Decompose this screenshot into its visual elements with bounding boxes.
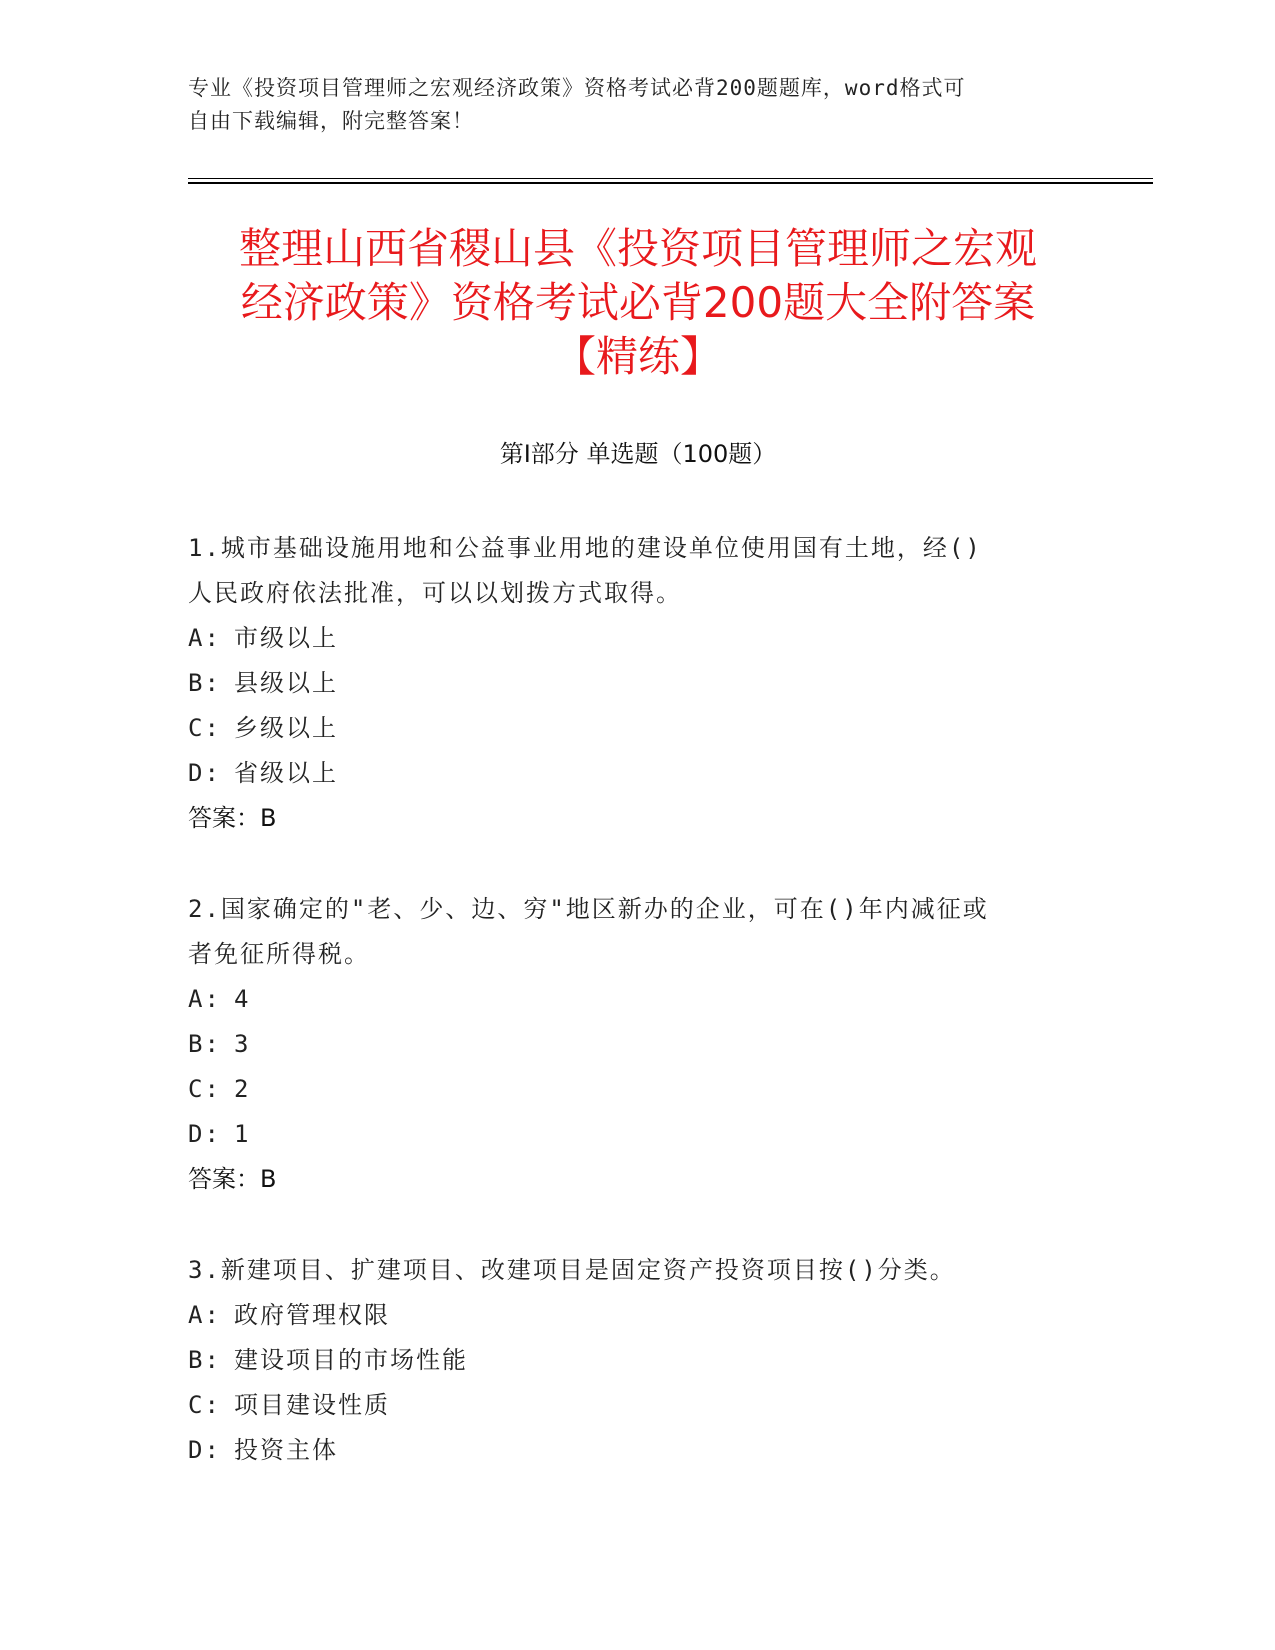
header-divider-thin — [188, 178, 1153, 179]
option-c — [188, 1067, 1068, 1112]
option-label: B: — [188, 1030, 221, 1058]
header-line-2: 自由下载编辑，附完整答案！ — [188, 109, 474, 133]
option-label: C: — [188, 1075, 221, 1103]
answer: 答案：B — [188, 1165, 277, 1193]
question-1 — [188, 526, 1068, 841]
option-b — [188, 661, 1068, 706]
option-a — [188, 1293, 1068, 1338]
option-text: 政府管理权限 — [234, 1301, 390, 1329]
option-c — [188, 706, 1068, 751]
question-text: 2.国家确定的"老、少、边、穷"地区新办的企业，可在()年内减征或 — [188, 895, 989, 923]
question-text: 1.城市基础设施用地和公益事业用地的建设单位使用国有土地，经() — [188, 534, 982, 562]
document-header — [188, 72, 1068, 138]
option-d — [188, 751, 1068, 796]
option-label: C: — [188, 1391, 221, 1419]
option-a — [188, 616, 1068, 661]
question-text: 3.新建项目、扩建项目、改建项目是固定资产投资项目按()分类。 — [188, 1256, 956, 1284]
option-label: A: — [188, 985, 221, 1013]
question-2 — [188, 887, 1068, 1202]
option-d — [188, 1428, 1068, 1473]
option-text: 3 — [234, 1030, 251, 1058]
option-text: 1 — [234, 1120, 251, 1148]
option-text: 县级以上 — [234, 669, 338, 697]
question-list — [188, 526, 1068, 1519]
option-a — [188, 977, 1068, 1022]
question-text: 者免征所得税。 — [188, 940, 370, 968]
document-title — [188, 222, 1088, 384]
option-label: A: — [188, 1301, 221, 1329]
option-text: 投资主体 — [234, 1436, 338, 1464]
option-text: 乡级以上 — [234, 714, 338, 742]
title-line-3: 【精练】 — [553, 332, 722, 381]
answer: 答案：B — [188, 804, 277, 832]
header-line-1: 专业《投资项目管理师之宏观经济政策》资格考试必背200题题库，word格式可 — [188, 76, 966, 100]
option-label: C: — [188, 714, 221, 742]
header-divider-thick — [188, 182, 1153, 184]
question-text: 人民政府依法批准，可以以划拨方式取得。 — [188, 579, 682, 607]
option-label: D: — [188, 1120, 221, 1148]
section-title: 第Ⅰ部分 单选题（100题） — [499, 440, 777, 468]
option-text: 2 — [234, 1075, 251, 1103]
option-label: D: — [188, 1436, 221, 1464]
option-label: D: — [188, 759, 221, 787]
option-text: 4 — [234, 985, 251, 1013]
title-line-1: 整理山西省稷山县《投资项目管理师之宏观 — [238, 224, 1037, 273]
option-label: A: — [188, 624, 221, 652]
option-label: B: — [188, 1346, 221, 1374]
option-text: 建设项目的市场性能 — [234, 1346, 468, 1374]
question-3 — [188, 1248, 1068, 1473]
option-text: 项目建设性质 — [234, 1391, 390, 1419]
option-label: B: — [188, 669, 221, 697]
option-c — [188, 1383, 1068, 1428]
option-b — [188, 1338, 1068, 1383]
title-line-2: 经济政策》资格考试必背200题大全附答案 — [240, 278, 1036, 327]
option-text: 省级以上 — [234, 759, 338, 787]
option-b — [188, 1022, 1068, 1067]
option-text: 市级以上 — [234, 624, 338, 652]
option-d — [188, 1112, 1068, 1157]
